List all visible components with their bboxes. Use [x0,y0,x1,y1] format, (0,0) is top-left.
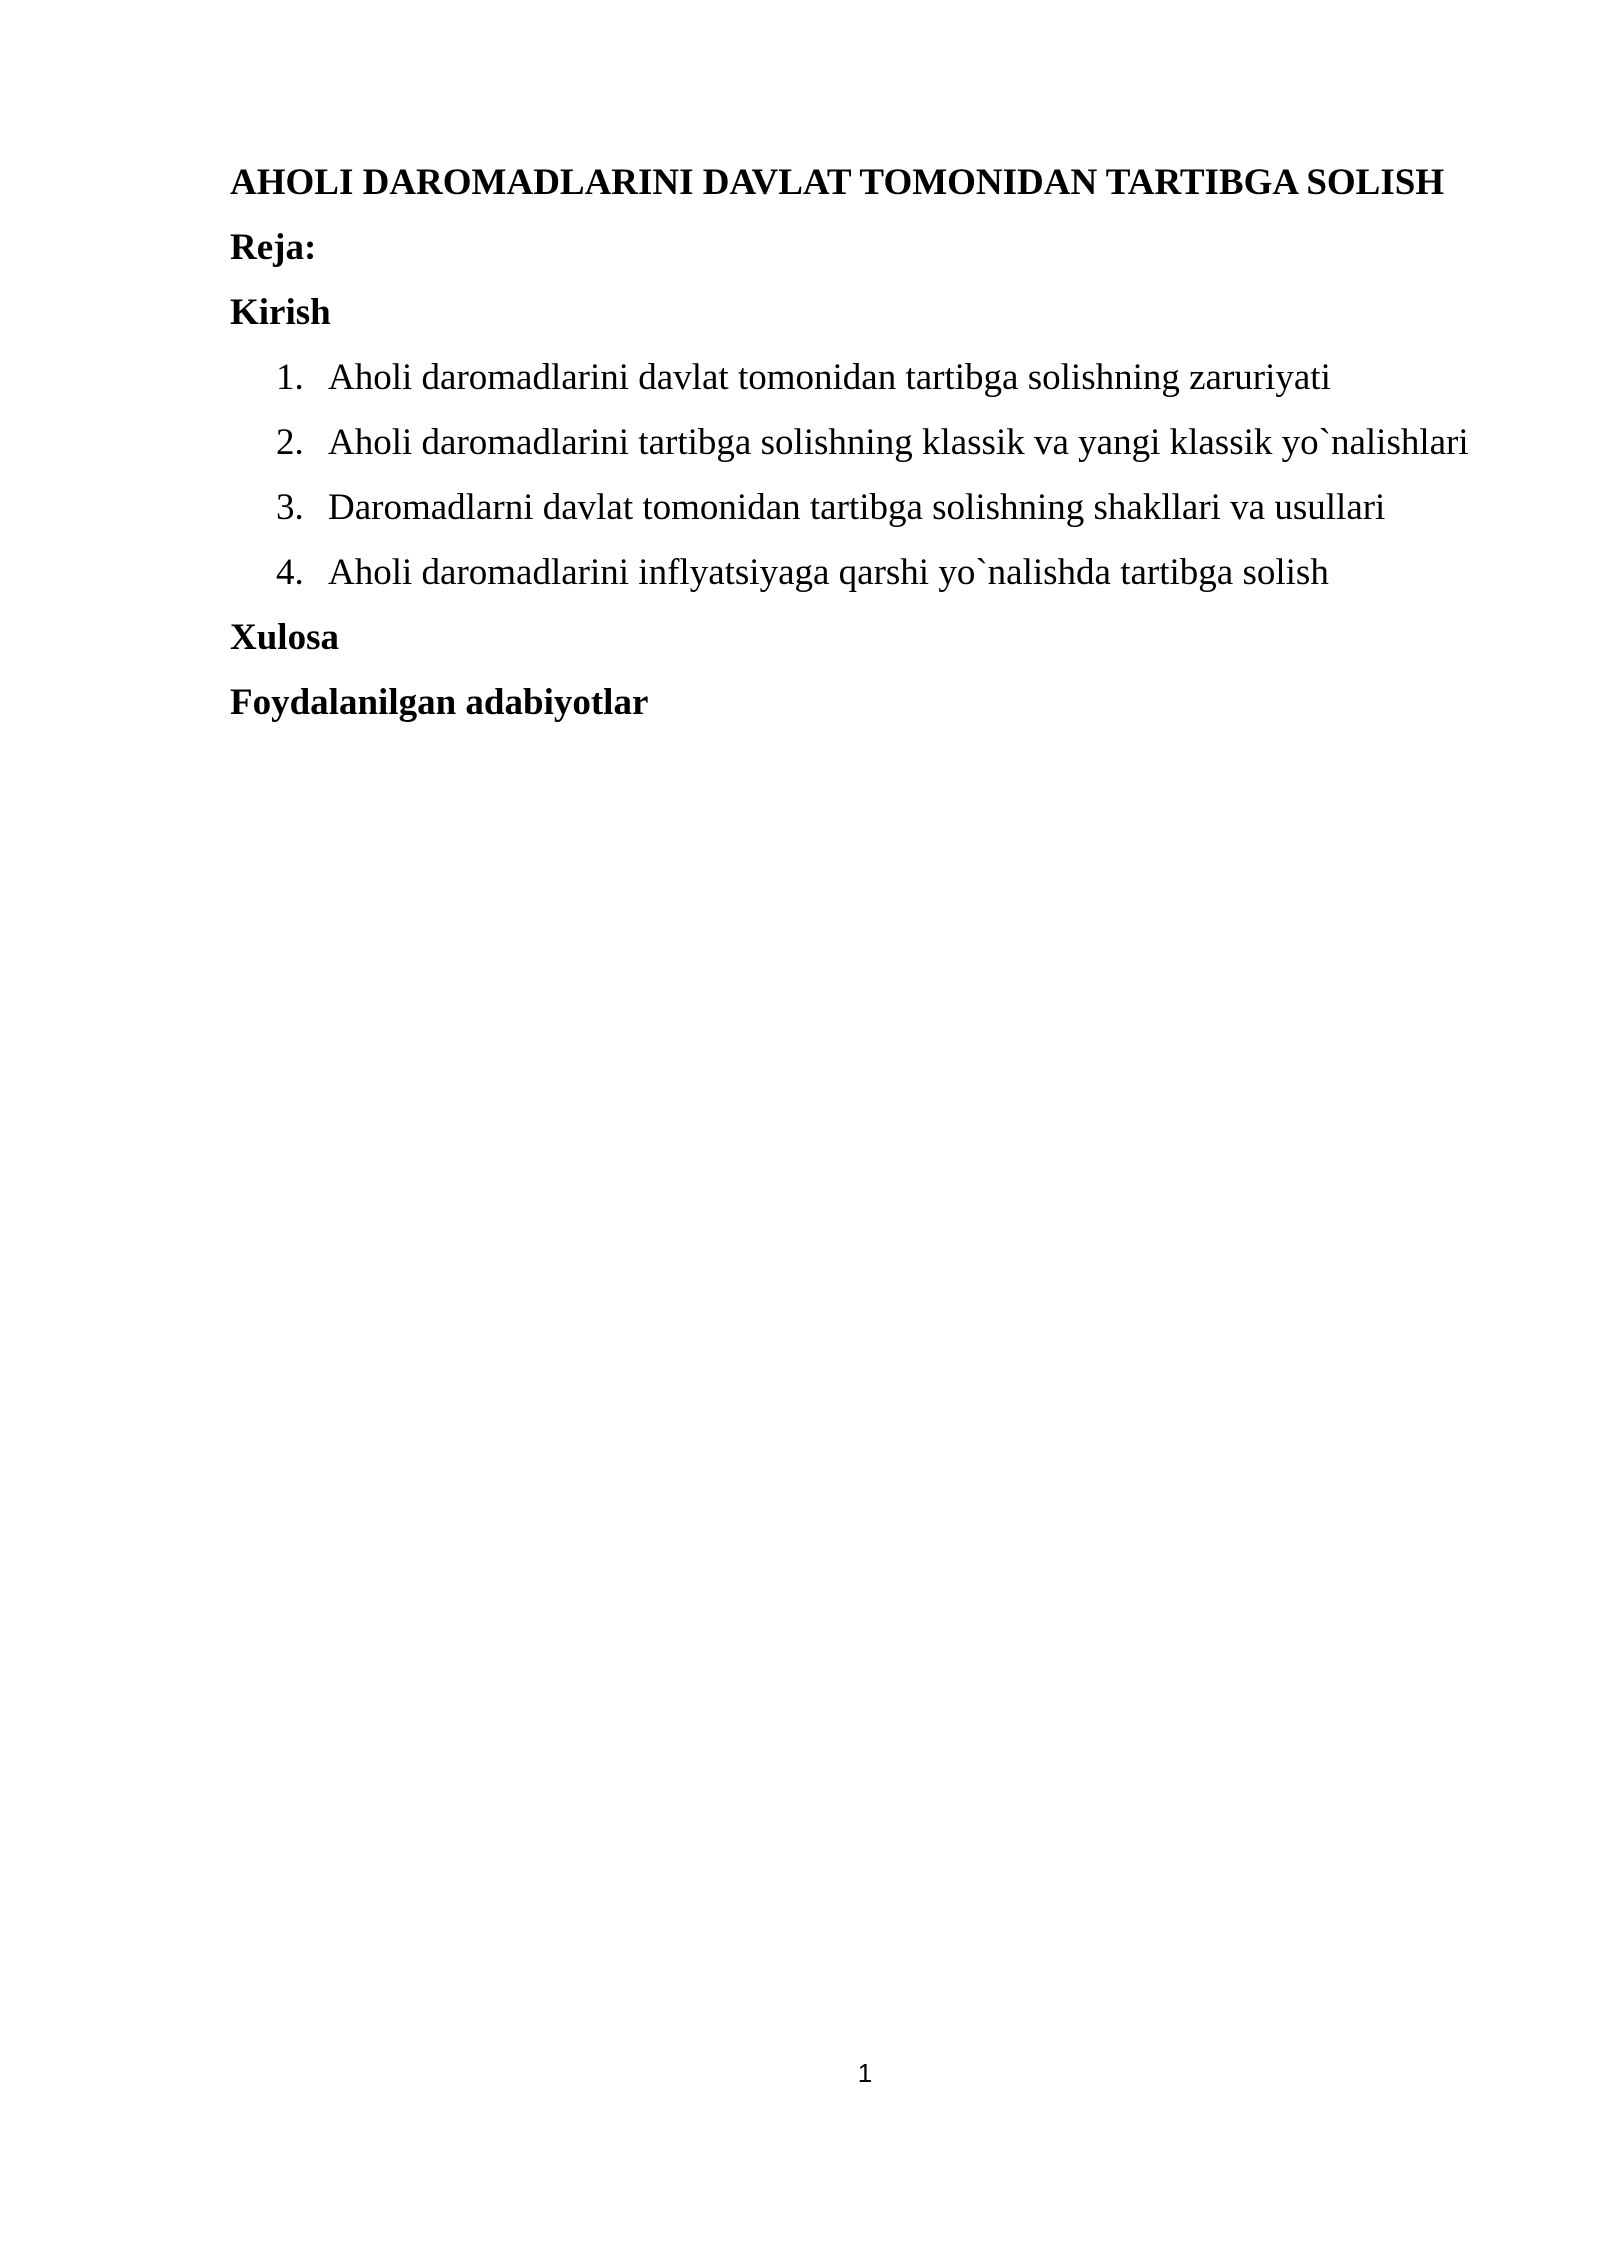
plan-list [230,345,1530,605]
plan-item-number: 4. [276,552,304,593]
plan-item-text: Aholi daromadlarini davlat tomonidan tartibga solishning zaruriyati [328,357,1331,398]
plan-item [230,540,1530,605]
plan-item [230,345,1530,410]
plan-item-text: Aholi daromadlarini tartibga solishning klassik va yangi klassik yo`nalishlari [328,422,1469,463]
plan-item-text: Aholi daromadlarini inflyatsiyaga qarshi yo`nalishda tartibga solish [328,552,1329,593]
document-title: AHOLI DAROMADLARINI DAVLAT TOMONIDAN TARTIBGA SOLISH [230,162,1445,203]
plan-item [230,475,1530,540]
intro-heading: Kirish [230,292,331,333]
plan-item-number: 2. [276,422,304,463]
references-heading: Foydalanilgan adabiyotlar [230,682,649,723]
page-number: 1 [857,2058,873,2088]
page-content [230,150,1530,735]
plan-item [230,410,1530,475]
plan-item-number: 3. [276,487,304,528]
plan-item-number: 1. [276,357,304,398]
plan-heading: Reja: [230,227,317,268]
plan-item-text: Daromadlarni davlat tomonidan tartibga solishning shakllari va usullari [328,487,1386,528]
conclusion-heading: Xulosa [230,617,339,658]
